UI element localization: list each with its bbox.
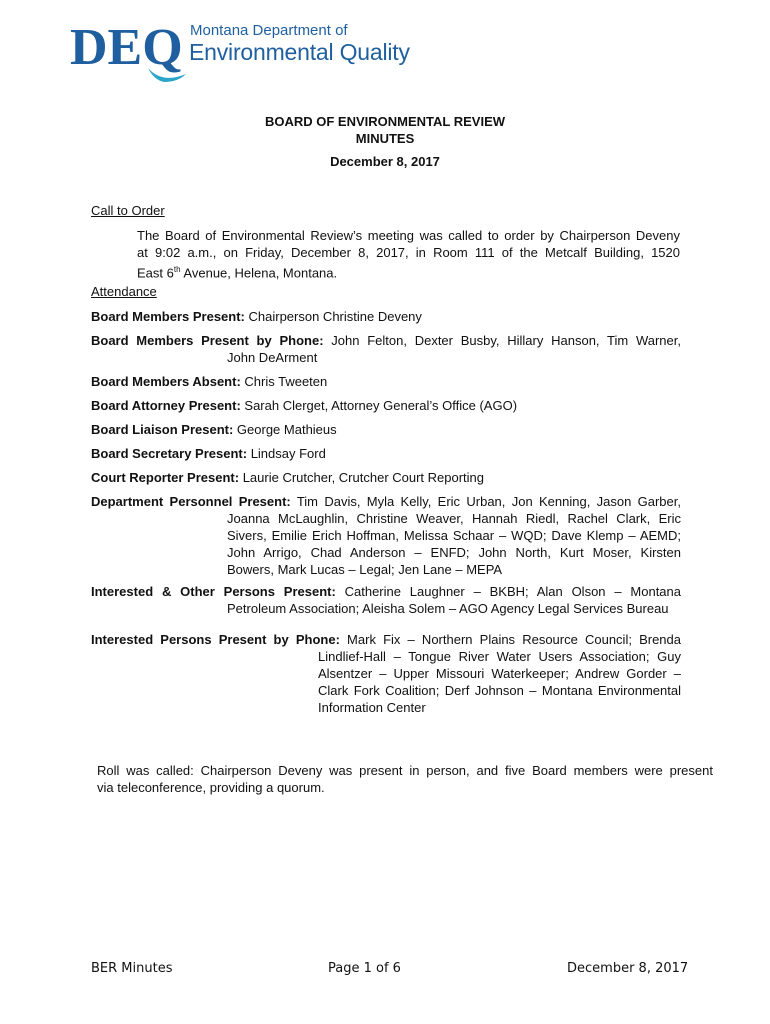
footer-date: December 8, 2017: [567, 961, 689, 976]
board-members-absent: Board Members Absent: Chris Tweeten: [91, 374, 328, 389]
meeting-date: December 8, 2017: [330, 154, 440, 169]
board-members-present: Board Members Present: Chairperson Christine Deveny: [91, 309, 422, 324]
board-secretary: Board Secretary Present: Lindsay Ford: [91, 446, 326, 461]
document-title: BOARD OF ENVIRONMENTAL REVIEW: [264, 114, 506, 129]
document-subtitle: MINUTES: [355, 131, 415, 146]
interested-persons-phone: Interested Persons Present by Phone: Mark Fix – Northern Plains Resource Council; Brenda Lindlief-Hall – Tongue River Water Users Association; Guy Alsentzer – Upper Missouri Waterkeeper; Andrew Gorder – Clark Fork Coalition; Derf Johnson – Montana Environmental Information Center: [91, 632, 682, 715]
attendance-heading: Attendance: [91, 284, 157, 299]
deq-logo-mark: [70, 18, 195, 86]
deq-logo: [70, 18, 430, 86]
roll-call-line: via teleconference, providing a quorum.: [97, 780, 325, 795]
call-to-order-line: at 9:02 a.m., on Friday, December 8, 2017, in Room 111 of the Metcalf Building, 1520: [137, 245, 680, 260]
board-liaison: Board Liaison Present: George Mathieus: [91, 422, 337, 437]
logo-mark-text: DEQ: [70, 19, 183, 76]
interested-persons: Interested & Other Persons Present: Catherine Laughner – BKBH; Alan Olson – Montana Petroleum Association; Aleisha Solem – AGO Agency Legal Services Bureau: [91, 584, 681, 616]
org-name-line2: Environmental Quality: [189, 39, 410, 65]
call-to-order-line: The Board of Environmental Review’s meeting was called to order by Chairperson Deveny: [137, 228, 680, 243]
court-reporter: Court Reporter Present: Laurie Crutcher, Crutcher Court Reporting: [91, 470, 485, 485]
board-attorney: Board Attorney Present: Sarah Clerget, Attorney General’s Office (AGO): [91, 398, 518, 413]
roll-call-line: Roll was called: Chairperson Deveny was present in person, and five Board members were present: [97, 763, 713, 778]
footer-left: BER Minutes: [91, 961, 173, 976]
call-to-order-paragraph: [137, 227, 680, 281]
call-to-order-line: East 6th Avenue, Helena, Montana.: [137, 265, 338, 281]
department-personnel: Department Personnel Present: Tim Davis, Myla Kelly, Eric Urban, Jon Kenning, Jason Garber, Joanna McLaughlin, Christine Weaver, Hannah Riedl, Rachel Clark, Eric Sivers, Emilie Erich Hoffman, Melissa Schaar – WQD; Dave Klemp – AEMD; John Arrigo, Chad Anderson – ENFD; John North, Kurt Moser, Kirsten Bowers, Mark Lucas – Legal; Jen Lane – MEPA: [91, 494, 681, 577]
org-name-line1: Montana Department of: [190, 22, 348, 39]
board-members-phone: Board Members Present by Phone: John Felton, Dexter Busby, Hillary Hanson, Tim Warner, John DeArment: [91, 333, 681, 365]
roll-call-paragraph: [97, 762, 713, 796]
call-to-order-heading: Call to Order: [91, 203, 165, 218]
footer-page-number: Page 1 of 6: [328, 961, 401, 976]
